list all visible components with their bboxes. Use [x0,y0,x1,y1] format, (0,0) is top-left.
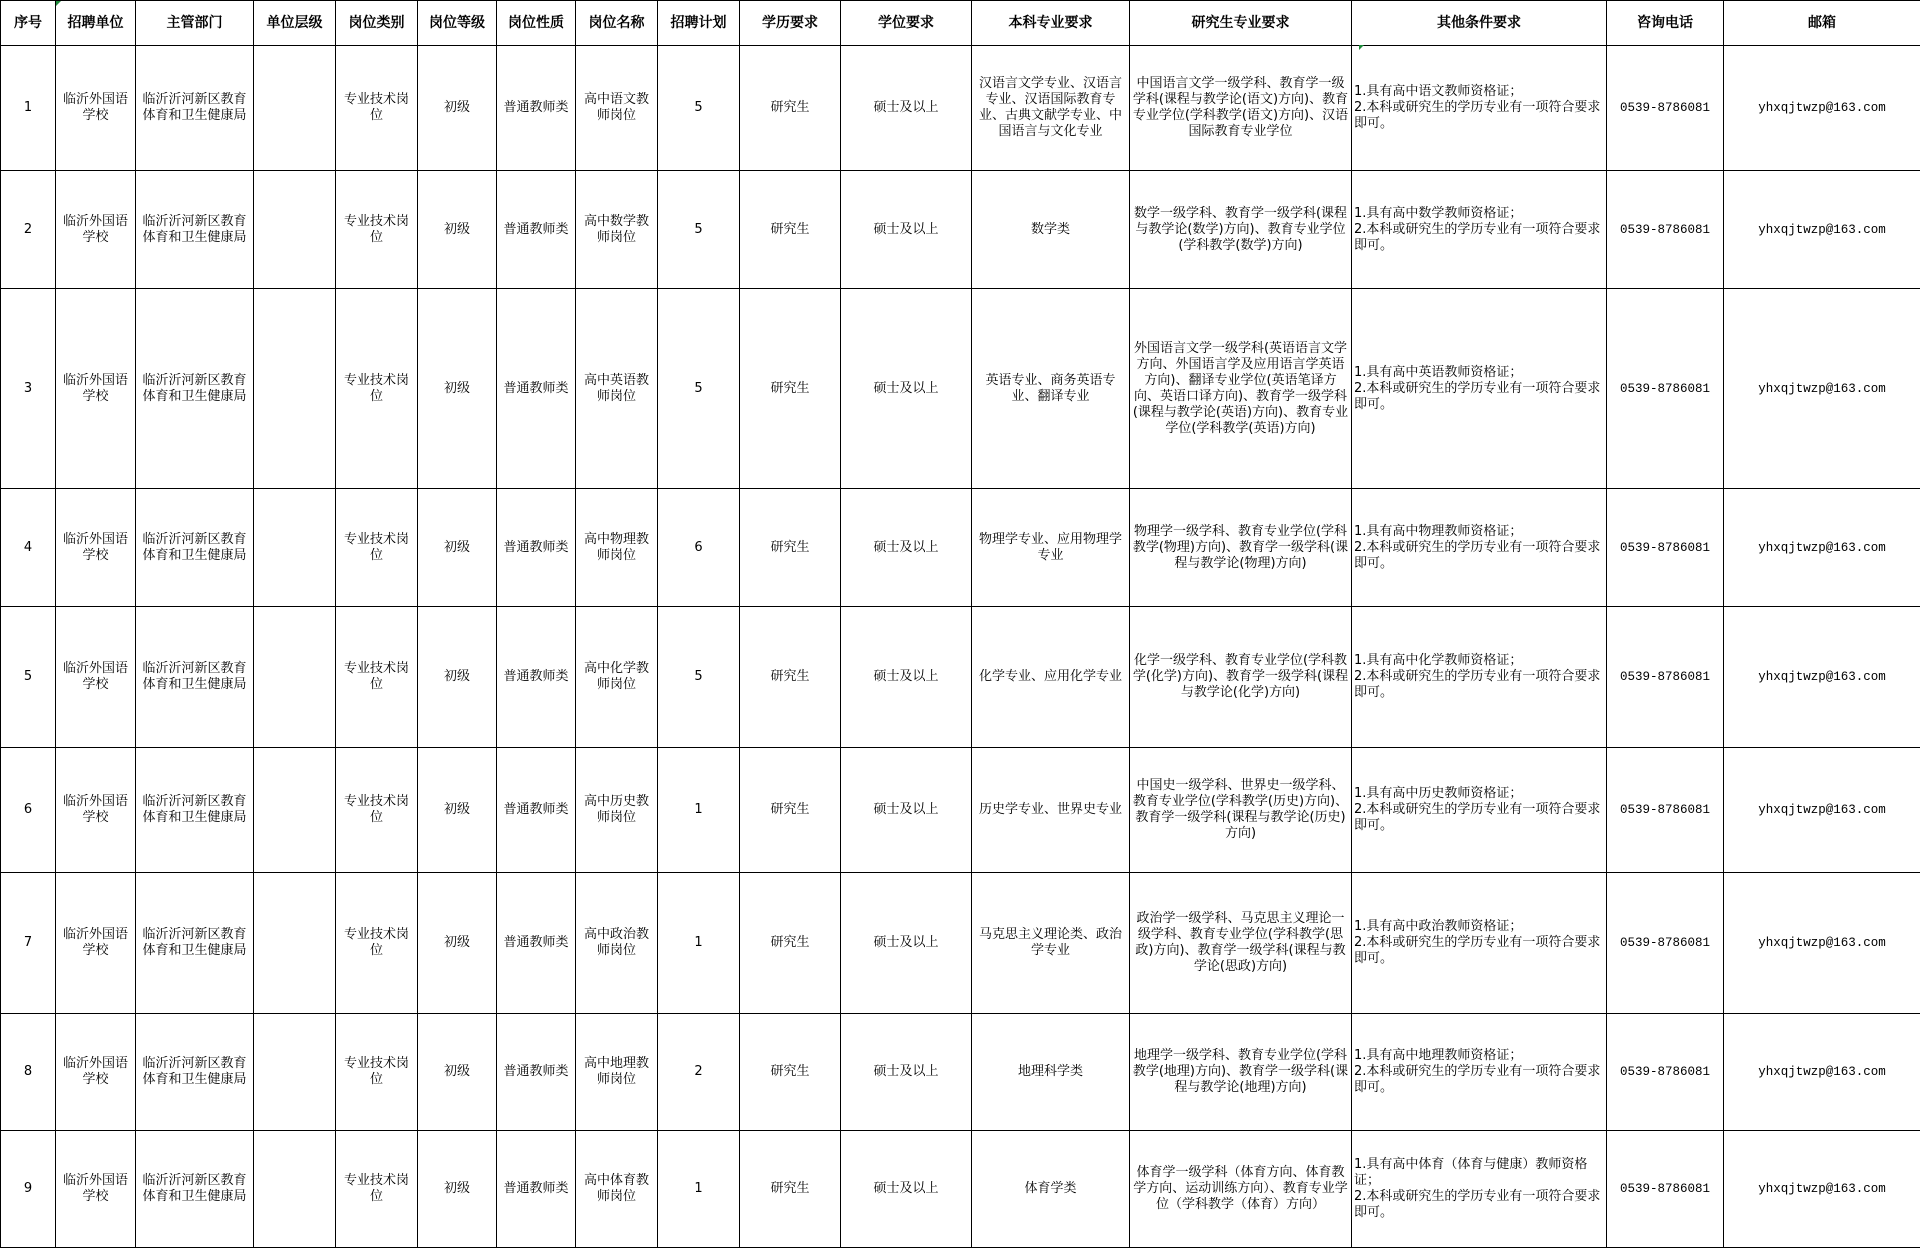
cell-unit[interactable]: 临沂外国语学校 [56,1014,136,1131]
cell-phone[interactable]: 0539-8786081 [1607,748,1724,873]
cell-category[interactable]: 专业技术岗位 [336,1131,418,1248]
cell-undergrad[interactable]: 历史学专业、世界史专业 [972,748,1130,873]
cell-grade[interactable]: 初级 [418,1131,497,1248]
cell-edu[interactable]: 研究生 [740,1131,841,1248]
cell-degree[interactable]: 硕士及以上 [841,607,972,748]
header-phone[interactable]: 咨询电话 [1607,1,1724,46]
cell-edu[interactable]: 研究生 [740,489,841,607]
cell-plan[interactable]: 1 [658,748,740,873]
cell-grade[interactable]: 初级 [418,289,497,489]
cell-grade[interactable]: 初级 [418,873,497,1014]
header-grade[interactable]: 岗位等级 [418,1,497,46]
cell-email[interactable]: yhxqjtwzp@163.com [1724,873,1920,1014]
cell-edu[interactable]: 研究生 [740,873,841,1014]
cell-plan[interactable]: 5 [658,289,740,489]
cell-nature[interactable]: 普通教师类 [497,1131,576,1248]
other-line: 1.具有高中体育（体育与健康）教师资格证； [1354,1157,1604,1189]
cell-post[interactable]: 高中地理教师岗位 [576,1014,658,1131]
table-row [1,489,1920,607]
cell-category[interactable]: 专业技术岗位 [336,1014,418,1131]
cell-degree[interactable]: 硕士及以上 [841,748,972,873]
cell-undergrad[interactable]: 物理学专业、应用物理学专业 [972,489,1130,607]
table-row [1,1131,1920,1248]
other-line: 1.具有高中语文教师资格证； [1354,84,1604,100]
header-row [1,1,1920,46]
cell-comment-indicator [1359,45,1364,50]
table-row [1,46,1920,171]
cell-category[interactable]: 专业技术岗位 [336,748,418,873]
cell-dept[interactable]: 临沂沂河新区教育体育和卫生健康局 [136,289,254,489]
cell-degree[interactable]: 硕士及以上 [841,46,972,171]
cell-other[interactable] [1352,1131,1607,1248]
cell-email[interactable]: yhxqjtwzp@163.com [1724,1131,1920,1248]
other-line: 2.本科或研究生的学历专业有一项符合要求即可。 [1354,540,1604,572]
cell-other[interactable] [1352,748,1607,873]
cell-grad[interactable]: 地理学一级学科、教育专业学位(学科教学(地理)方向)、教育学一级学科(课程与教学论(地理)方向) [1130,1014,1352,1131]
cell-degree[interactable]: 硕士及以上 [841,1131,972,1248]
cell-comment-indicator [56,1,61,6]
cell-dept[interactable]: 临沂沂河新区教育体育和卫生健康局 [136,607,254,748]
cell-level[interactable] [254,289,336,489]
cell-dept[interactable]: 临沂沂河新区教育体育和卫生健康局 [136,489,254,607]
cell-phone[interactable]: 0539-8786081 [1607,171,1724,289]
cell-grade[interactable]: 初级 [418,489,497,607]
cell-email[interactable]: yhxqjtwzp@163.com [1724,489,1920,607]
cell-grad[interactable]: 外国语言文学一级学科(英语语言文学方向、外国语言学及应用语言学英语方向)、翻译专业学位(英语笔译方向、英语口译方向)、教育学一级学科(课程与教学论(英语)方向)、教育专业学位(学科教学(英语)方向) [1130,289,1352,489]
cell-degree[interactable]: 硕士及以上 [841,171,972,289]
cell-dept[interactable]: 临沂沂河新区教育体育和卫生健康局 [136,748,254,873]
table-row [1,289,1920,489]
table-row [1,748,1920,873]
cell-no[interactable]: 6 [1,748,56,873]
cell-nature[interactable]: 普通教师类 [497,873,576,1014]
cell-level[interactable] [254,607,336,748]
cell-level[interactable] [254,46,336,171]
cell-unit[interactable]: 临沂外国语学校 [56,873,136,1014]
cell-category[interactable]: 专业技术岗位 [336,171,418,289]
cell-dept[interactable]: 临沂沂河新区教育体育和卫生健康局 [136,46,254,171]
cell-level[interactable] [254,1014,336,1131]
cell-grad[interactable]: 中国史一级学科、世界史一级学科、教育专业学位(学科教学(历史)方向)、教育学一级学科(课程与教学论(历史)方向) [1130,748,1352,873]
other-line: 2.本科或研究生的学历专业有一项符合要求即可。 [1354,669,1604,701]
cell-post[interactable]: 高中政治教师岗位 [576,873,658,1014]
cell-dept[interactable]: 临沂沂河新区教育体育和卫生健康局 [136,1131,254,1248]
other-line: 2.本科或研究生的学历专业有一项符合要求即可。 [1354,222,1604,254]
cell-post[interactable]: 高中化学教师岗位 [576,607,658,748]
cell-email[interactable]: yhxqjtwzp@163.com [1724,171,1920,289]
cell-no[interactable]: 4 [1,489,56,607]
cell-grad[interactable]: 数学一级学科、教育学一级学科(课程与教学论(数学)方向)、教育专业学位(学科教学(数学)方向) [1130,171,1352,289]
cell-degree[interactable]: 硕士及以上 [841,873,972,1014]
cell-degree[interactable]: 硕士及以上 [841,489,972,607]
cell-undergrad[interactable]: 马克思主义理论类、政治学专业 [972,873,1130,1014]
cell-post[interactable]: 高中物理教师岗位 [576,489,658,607]
header-level[interactable]: 单位层级 [254,1,336,46]
cell-level[interactable] [254,873,336,1014]
header-other[interactable]: 其他条件要求 [1352,1,1607,46]
cell-no[interactable]: 7 [1,873,56,1014]
header-nature[interactable]: 岗位性质 [497,1,576,46]
cell-edu[interactable]: 研究生 [740,171,841,289]
cell-other[interactable] [1352,1014,1607,1131]
cell-post[interactable]: 高中英语教师岗位 [576,289,658,489]
cell-other[interactable] [1352,46,1607,171]
cell-phone[interactable]: 0539-8786081 [1607,1131,1724,1248]
cell-email[interactable]: yhxqjtwzp@163.com [1724,607,1920,748]
cell-phone[interactable]: 0539-8786081 [1607,489,1724,607]
cell-level[interactable] [254,1131,336,1248]
header-email[interactable]: 邮箱 [1724,1,1920,46]
cell-grade[interactable]: 初级 [418,607,497,748]
other-line: 1.具有高中地理教师资格证； [1354,1048,1604,1064]
header-post[interactable]: 岗位名称 [576,1,658,46]
cell-no[interactable]: 5 [1,607,56,748]
table-row [1,607,1920,748]
cell-no[interactable]: 1 [1,46,56,171]
cell-category[interactable]: 专业技术岗位 [336,289,418,489]
cell-phone[interactable]: 0539-8786081 [1607,46,1724,171]
cell-edu[interactable]: 研究生 [740,46,841,171]
cell-other[interactable] [1352,489,1607,607]
cell-degree[interactable]: 硕士及以上 [841,1014,972,1131]
table-row [1,873,1920,1014]
cell-unit[interactable]: 临沂外国语学校 [56,1131,136,1248]
other-line: 1.具有高中数学教师资格证； [1354,206,1604,222]
cell-unit[interactable]: 临沂外国语学校 [56,46,136,171]
cell-category[interactable]: 专业技术岗位 [336,607,418,748]
cell-edu[interactable]: 研究生 [740,607,841,748]
cell-category[interactable]: 专业技术岗位 [336,873,418,1014]
cell-post[interactable]: 高中数学教师岗位 [576,171,658,289]
header-undergrad[interactable]: 本科专业要求 [972,1,1130,46]
other-line: 2.本科或研究生的学历专业有一项符合要求即可。 [1354,1189,1604,1221]
header-category[interactable]: 岗位类别 [336,1,418,46]
cell-other[interactable] [1352,171,1607,289]
cell-no[interactable]: 3 [1,289,56,489]
header-edu[interactable]: 学历要求 [740,1,841,46]
cell-unit[interactable]: 临沂外国语学校 [56,489,136,607]
cell-other[interactable] [1352,873,1607,1014]
cell-plan[interactable]: 5 [658,607,740,748]
cell-undergrad[interactable]: 数学类 [972,171,1130,289]
other-line: 2.本科或研究生的学历专业有一项符合要求即可。 [1354,100,1604,132]
cell-category[interactable]: 专业技术岗位 [336,489,418,607]
cell-edu[interactable]: 研究生 [740,289,841,489]
cell-dept[interactable]: 临沂沂河新区教育体育和卫生健康局 [136,1014,254,1131]
table-row [1,171,1920,289]
header-unit[interactable]: 招聘单位 [56,1,136,46]
cell-level[interactable] [254,171,336,289]
header-grad[interactable]: 研究生专业要求 [1130,1,1352,46]
header-no[interactable]: 序号 [1,1,56,46]
cell-category[interactable]: 专业技术岗位 [336,46,418,171]
cell-undergrad[interactable]: 汉语言文学专业、汉语言专业、汉语国际教育专业、古典文献学专业、中国语言与文化专业 [972,46,1130,171]
cell-phone[interactable]: 0539-8786081 [1607,289,1724,489]
other-line: 1.具有高中政治教师资格证； [1354,919,1604,935]
cell-post[interactable]: 高中体育教师岗位 [576,1131,658,1248]
header-degree[interactable]: 学位要求 [841,1,972,46]
cell-level[interactable] [254,748,336,873]
cell-nature[interactable]: 普通教师类 [497,46,576,171]
cell-grade[interactable]: 初级 [418,46,497,171]
table-body [1,46,1920,1248]
cell-degree[interactable]: 硕士及以上 [841,289,972,489]
cell-phone[interactable]: 0539-8786081 [1607,1014,1724,1131]
cell-email[interactable]: yhxqjtwzp@163.com [1724,748,1920,873]
cell-unit[interactable]: 临沂外国语学校 [56,171,136,289]
cell-other[interactable] [1352,289,1607,489]
cell-unit[interactable]: 临沂外国语学校 [56,289,136,489]
other-line: 1.具有高中化学教师资格证； [1354,653,1604,669]
cell-plan[interactable]: 1 [658,873,740,1014]
cell-grade[interactable]: 初级 [418,748,497,873]
cell-level[interactable] [254,489,336,607]
cell-no[interactable]: 9 [1,1131,56,1248]
cell-grad[interactable]: 体育学一级学科（体育方向、体育教学方向、运动训练方向）、教育专业学位（学科教学（体育）方向） [1130,1131,1352,1248]
cell-phone[interactable]: 0539-8786081 [1607,607,1724,748]
table-row [1,1014,1920,1131]
cell-nature[interactable]: 普通教师类 [497,289,576,489]
cell-dept[interactable]: 临沂沂河新区教育体育和卫生健康局 [136,171,254,289]
cell-post[interactable]: 高中语文教师岗位 [576,46,658,171]
cell-undergrad[interactable]: 地理科学类 [972,1014,1130,1131]
cell-email[interactable]: yhxqjtwzp@163.com [1724,289,1920,489]
cell-no[interactable]: 8 [1,1014,56,1131]
cell-edu[interactable]: 研究生 [740,1014,841,1131]
cell-nature[interactable]: 普通教师类 [497,171,576,289]
cell-nature[interactable]: 普通教师类 [497,1014,576,1131]
cell-email[interactable]: yhxqjtwzp@163.com [1724,1014,1920,1131]
cell-plan[interactable]: 5 [658,171,740,289]
cell-plan[interactable]: 1 [658,1131,740,1248]
other-line: 2.本科或研究生的学历专业有一项符合要求即可。 [1354,381,1604,413]
cell-undergrad[interactable]: 体育学类 [972,1131,1130,1248]
other-line: 1.具有高中英语教师资格证； [1354,365,1604,381]
cell-other[interactable] [1352,607,1607,748]
cell-plan[interactable]: 2 [658,1014,740,1131]
cell-post[interactable]: 高中历史教师岗位 [576,748,658,873]
cell-nature[interactable]: 普通教师类 [497,607,576,748]
cell-no[interactable]: 2 [1,171,56,289]
other-line: 2.本科或研究生的学历专业有一项符合要求即可。 [1354,802,1604,834]
cell-phone[interactable]: 0539-8786081 [1607,873,1724,1014]
cell-edu[interactable]: 研究生 [740,748,841,873]
header-plan[interactable]: 招聘计划 [658,1,740,46]
cell-unit[interactable]: 临沂外国语学校 [56,748,136,873]
cell-nature[interactable]: 普通教师类 [497,748,576,873]
cell-grad[interactable]: 中国语言文学一级学科、教育学一级学科(课程与教学论(语文)方向)、教育专业学位(学科教学(语文)方向)、汉语国际教育专业学位 [1130,46,1352,171]
cell-unit[interactable]: 临沂外国语学校 [56,607,136,748]
header-dept[interactable]: 主管部门 [136,1,254,46]
cell-plan[interactable]: 6 [658,489,740,607]
other-line: 2.本科或研究生的学历专业有一项符合要求即可。 [1354,1064,1604,1096]
cell-grade[interactable]: 初级 [418,1014,497,1131]
cell-grad[interactable]: 政治学一级学科、马克思主义理论一级学科、教育专业学位(学科教学(思政)方向)、教育学一级学科(课程与教学论(思政)方向) [1130,873,1352,1014]
cell-undergrad[interactable]: 英语专业、商务英语专业、翻译专业 [972,289,1130,489]
cell-nature[interactable]: 普通教师类 [497,489,576,607]
other-line: 1.具有高中物理教师资格证； [1354,524,1604,540]
cell-grad[interactable]: 物理学一级学科、教育专业学位(学科教学(物理)方向)、教育学一级学科(课程与教学论(物理)方向) [1130,489,1352,607]
cell-dept[interactable]: 临沂沂河新区教育体育和卫生健康局 [136,873,254,1014]
cell-grade[interactable]: 初级 [418,171,497,289]
cell-grad[interactable]: 化学一级学科、教育专业学位(学科教学(化学)方向)、教育学一级学科(课程与教学论(化学)方向) [1130,607,1352,748]
other-line: 1.具有高中历史教师资格证； [1354,786,1604,802]
other-line: 2.本科或研究生的学历专业有一项符合要求即可。 [1354,935,1604,967]
cell-plan[interactable]: 5 [658,46,740,171]
cell-undergrad[interactable]: 化学专业、应用化学专业 [972,607,1130,748]
cell-email[interactable]: yhxqjtwzp@163.com [1724,46,1920,171]
